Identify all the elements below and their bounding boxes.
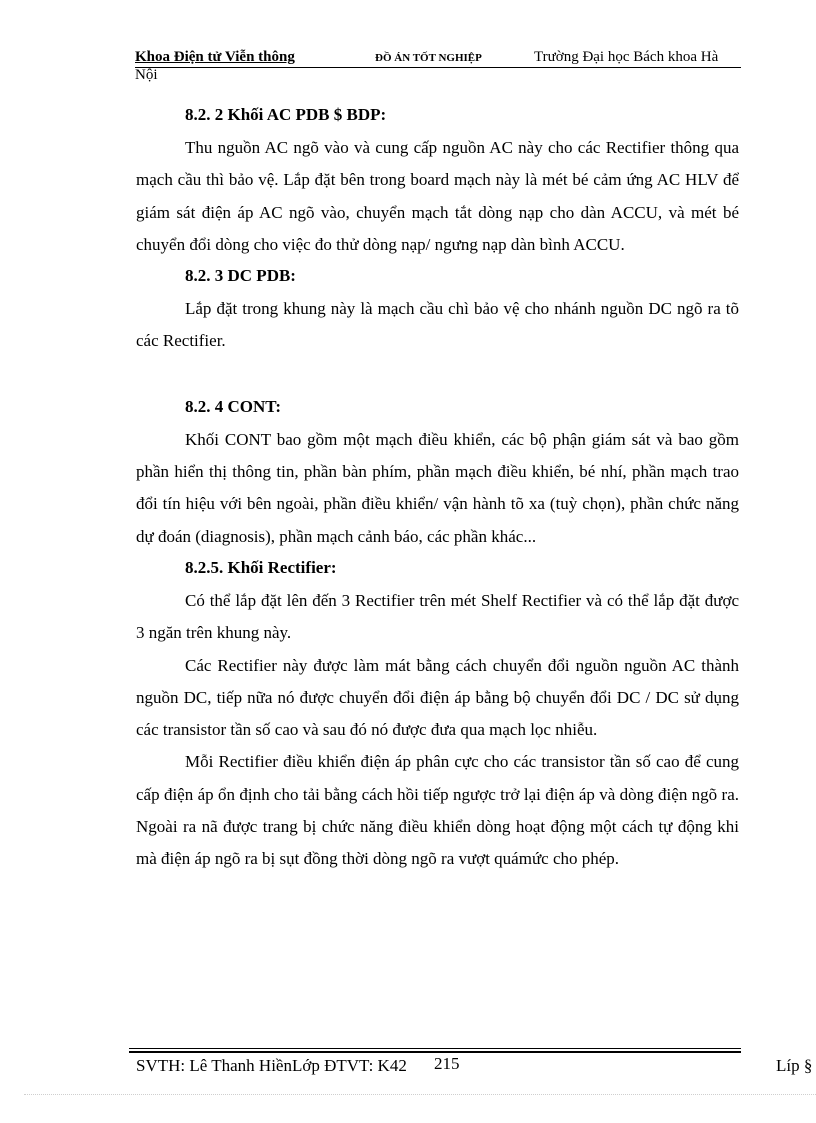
section-heading-cont: 8.2. 4 CONT:: [185, 396, 282, 416]
paragraph-dc-pdb: Lắp đặt trong khung này là mạch cầu chì bảo vệ cho nhánh nguồn DC ngõ ra tõ các Rectifier.: [136, 299, 739, 351]
header-university-wrap: Nội: [135, 67, 158, 83]
document-body: [136, 104, 739, 876]
paragraph-cont: Khối CONT bao gồm một mạch điều khiển, các bộ phận giám sát và bao gồm phần hiển thị thông tin, phần bàn phím, phần mạch điều khiển, bé nhí, phần mạch trao đổi tín hiệu với bên ngoài, phần điều khiển/ vận hành tõ xa (tuỳ chọn), phần chức năng dự đoán (diagnosis), phần mạch cảnh báo, các phần khác...: [136, 429, 739, 546]
paragraph-rectifier-1: Có thể lắp đặt lên đến 3 Rectifier trên mét Shelf Rectifier và có thể lắp đặt được 3 ngăn trên khung này.: [136, 590, 739, 643]
footer-rule-thick: [129, 1051, 741, 1053]
paragraph-ac-pdb: Thu nguồn AC ngõ vào và cung cấp nguồn AC này cho các Rectifier thông qua mạch cầu thì bảo vệ. Lắp đặt bên trong board mạch này là mét bé cảm ứng AC HLV để giám sát điện áp AC ngõ vào, chuyển mạch tắt dòng nạp cho dàn ACCU, và mét bé chuyển đổi dòng cho việc đo thử dòng nạp/ ngưng nạp dàn bình ACCU.: [136, 138, 739, 254]
page-number: 215: [434, 1054, 460, 1073]
paragraph-rectifier-3: Mỗi Rectifier điều khiển điện áp phân cực cho các transistor tần số cao để cung cấp điện áp ổn định cho tải bằng cách hồi tiếp ngược trở lại điện áp và dòng điện ngõ ra. Ngoài ra nã được trang bị chức năng điều khiển dòng hoạt động một cách tự động khi mà điện áp ngõ ra bị sụt đồng thời dòng ngõ ra vượt quámức cho phép.: [136, 752, 739, 869]
footer-rule-thin: [129, 1048, 741, 1049]
header-rule: [135, 67, 741, 68]
footer-class: Líp §: [776, 1056, 813, 1075]
section-heading-rectifier: 8.2.5. Khối Rectifier:: [185, 557, 337, 577]
section-heading-ac-pdb: 8.2. 2 Khối AC PDB $ BDP:: [185, 105, 387, 124]
paragraph-rectifier-2: Các Rectifier này được làm mát bằng cách chuyển đổi nguồn nguồn AC thành nguồn DC, tiếp nữa nó được chuyển đổi điện áp bằng bộ chuyển đổi DC / DC sử dụng các transistor tần số cao và sau đó nó được đưa qua mạch lọc nhiễu.: [136, 655, 739, 740]
page-header: [135, 49, 741, 85]
header-faculty: Khoa Điện tử Viễn thông: [135, 49, 295, 65]
section-heading-dc-pdb: 8.2. 3 DC PDB:: [185, 266, 296, 286]
page-edge-divider: [24, 1094, 816, 1095]
footer-student: SVTH: Lê Thanh HiềnLớp ĐTVT: K42: [136, 1056, 407, 1075]
header-title: ĐỒ ÁN TỐT NGHIỆP: [375, 52, 482, 64]
header-university: Trường Đại học Bách khoa Hà: [534, 49, 719, 65]
